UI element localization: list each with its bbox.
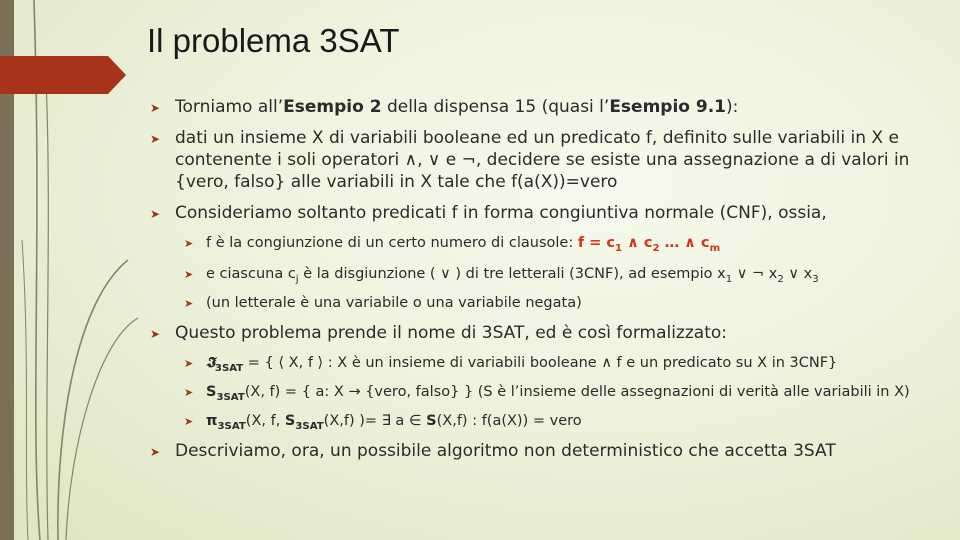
arrow-bullet-icon: ➤ — [150, 101, 161, 115]
bullet-cnf: ➤ Consideriamo soltanto predicati f in forma congiuntiva normale (CNF), ossia, — [150, 203, 827, 223]
arrow-bullet-icon: ➤ — [150, 445, 161, 459]
slide-content — [150, 96, 940, 462]
small-arrow-bullet-icon: ➤ — [184, 297, 194, 310]
bullet-definizione: ➤ dati un insieme X di variabili booleane ed un predicato f, definito sulle variabili in X e contenente i soli operatori ∧, ∨ e ¬, decidere se esiste una assegnazione a di valori in {vero, falso} alle variabili in X tale che f(a(X))=vero — [150, 128, 910, 192]
bullet-esempio: ➤ Torniamo all’Esempio 2 della dispensa 15 (quasi l’Esempio 9.1): — [150, 97, 739, 117]
sub-bullet-disgiunzione: ➤ e ciascuna $c_j$ è la disgiunzione ( ∨ ) di tre letterali (3CNF), ad esempio $x_1$ ∨ ¬ $x_2$ ∨ $x_3$ — [184, 266, 819, 285]
sub-bullet-congiunzione: ➤ f è la congiunzione di un certo numero di clausole: $f = c_1$ ∧ $c_2$ … ∧ $c_m$ — [184, 235, 721, 254]
small-arrow-bullet-icon: ➤ — [184, 268, 194, 281]
arrow-bullet-icon: ➤ — [150, 327, 161, 341]
title-accent-tab — [0, 52, 130, 98]
small-arrow-bullet-icon: ➤ — [184, 386, 194, 399]
small-arrow-bullet-icon: ➤ — [184, 357, 194, 370]
small-arrow-bullet-icon: ➤ — [184, 415, 194, 428]
cnf-formula: $f = c_1$ ∧ $c_2$ … ∧ $c_m$ — [577, 235, 721, 254]
slide-title: Il problema 3SAT — [147, 22, 400, 59]
bullet-formalizzazione: ➤ Questo problema prende il nome di 3SAT, ed è così formalizzato: — [150, 323, 727, 343]
small-arrow-bullet-icon: ➤ — [184, 237, 194, 250]
arrow-bullet-icon: ➤ — [150, 132, 161, 146]
sub-bullet-istanze: ➤ 𝕴$_{3SAT}$ = { ⟨ X, f ⟩ : X è un insieme di variabili booleane ∧ f e un predicato su X in 3CNF} — [184, 354, 838, 374]
arrow-bullet-icon: ➤ — [150, 207, 161, 221]
sub-bullet-letterale: ➤ (un letterale è una variabile o una variabile negata) — [150, 293, 940, 313]
sub-bullet-soluzioni: ➤ $S_{3SAT}(X$, f) = { a: X → {vero, falso} } (S è l’insieme delle assegnazioni di verità alle variabili in X) — [184, 384, 910, 403]
sub-bullet-predicato: ➤ $\pi_{3SAT}(X$, f, $S_{3SAT}(X,f)$ )= ∃ a ∈ S(X,f) : f(a(X)) = vero — [184, 413, 582, 432]
bullet-algoritmo: ➤ Descriviamo, ora, un possibile algoritmo non deterministico che accetta 3SAT — [150, 441, 836, 461]
